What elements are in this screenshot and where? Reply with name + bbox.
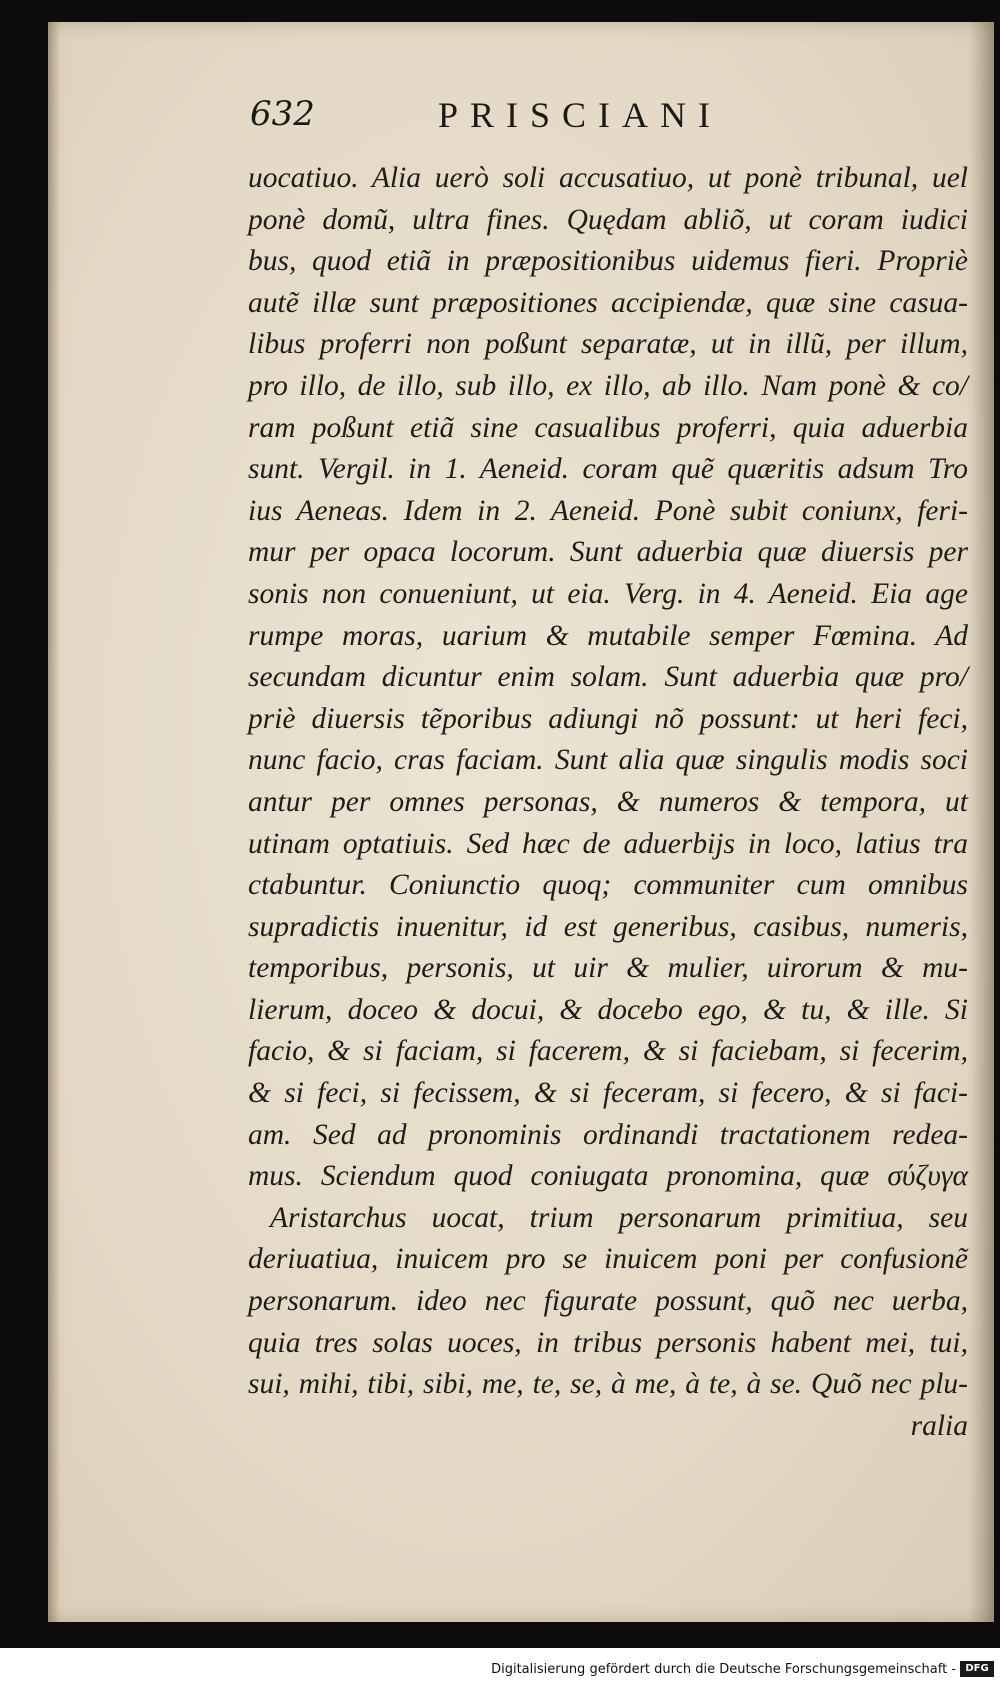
text-line: & si feci, si fecissem, & si feceram, si fecero, & si faci- [248,1077,968,1110]
text-line: ponè domũ, ultra fines. Quędam abliõ, ut coram iudici [248,203,968,236]
text-line: deriuatiua, inuicem pro se inuicem poni per confusionẽ [248,1243,968,1276]
text-line: ram poßunt etiã sine casualibus proferri, quia aduerbia [248,411,968,444]
text-line: Aristarchus uocat, trium personarum primitiua, seu [270,1201,968,1234]
text-line: secundam dicuntur enim solam. Sunt aduerbia quæ pro/ [248,661,968,694]
running-head [48,94,994,144]
text-line: mur per opaca locorum. Sunt aduerbia quæ diuersis per [248,536,968,569]
gutter-shadow [968,22,994,1622]
text-line: pro illo, de illo, sub illo, ex illo, ab illo. Nam ponè & co/ [248,369,968,402]
page-number: 632 [250,94,315,134]
text-line: sui, mihi, tibi, sibi, me, te, se, à me, à te, à se. Quõ nec plu- [248,1368,968,1401]
text-line: nunc facio, cras faciam. Sunt alia quæ singulis modis soci [248,744,968,777]
text-line: ctabuntur. Coniunctio quoq; communiter cum omnibus [248,869,968,902]
text-line: autẽ illæ sunt præpositiones accipiendæ, quæ sine casua- [248,286,968,319]
text-line: temporibus, personis, ut uir & mulier, uirorum & mu- [248,952,968,985]
text-line: bus, quod etiã in præpositionibus uidemus fieri. Propriè [248,245,968,278]
text-line: supradictis inuenitur, id est generibus, casibus, numeris, [248,910,968,943]
text-line: facio, & si faciam, si facerem, & si faciebam, si fecerim, [248,1035,968,1068]
text-line: personarum. ideo nec figurate possunt, quõ nec uerba, [248,1285,968,1318]
text-block [248,158,968,1447]
text-line: am. Sed ad pronominis ordinandi tractationem redea- [248,1118,968,1151]
text-line: sonis non conueniunt, ut eia. Verg. in 4. Aeneid. Eia age [248,577,968,610]
dfg-logo: DFG [960,1661,994,1677]
footer-credit: Digitalisierung gefördert durch die Deutsche Forschungsgemeinschaft - [491,1662,956,1677]
text-line: lierum, doceo & docui, & docebo ego, & tu, & ille. Si [248,993,968,1026]
text-line: quia tres solas uoces, in tribus personis habent mei, tui, [248,1326,968,1359]
text-line: libus proferri non poßunt separatæ, ut in illũ, per illum, [248,328,968,361]
digitization-footer [0,1650,1000,1687]
text-line: antur per omnes personas, & numeros & tempora, ut [248,785,968,818]
text-line: uocatiuo. Alia uerò soli accusatiuo, ut ponè tribunal, uel [248,162,968,194]
text-line: utinam optatiuis. Sed hæc de aduerbijs in loco, latius tra [248,827,968,860]
text-line: sunt. Vergil. in 1. Aeneid. coram quẽ quæritis adsum Tro [248,453,968,486]
running-title: PRISCIANI [438,95,723,135]
text-line: mus. Sciendum quod coniugata pronomina, quæ σύζυγα [248,1160,968,1193]
text-line: ius Aeneas. Idem in 2. Aeneid. Ponè subit coniunx, feri- [248,494,968,527]
book-page [48,22,994,1622]
catchword: ralia [910,1409,968,1442]
text-line: priè diuersis tẽporibus adiungi nõ possunt: ut heri feci, [248,702,968,735]
text-line: rumpe moras, uarium & mutabile semper Fœmina. Ad [248,619,968,652]
page-edge-shadow [48,22,60,1622]
